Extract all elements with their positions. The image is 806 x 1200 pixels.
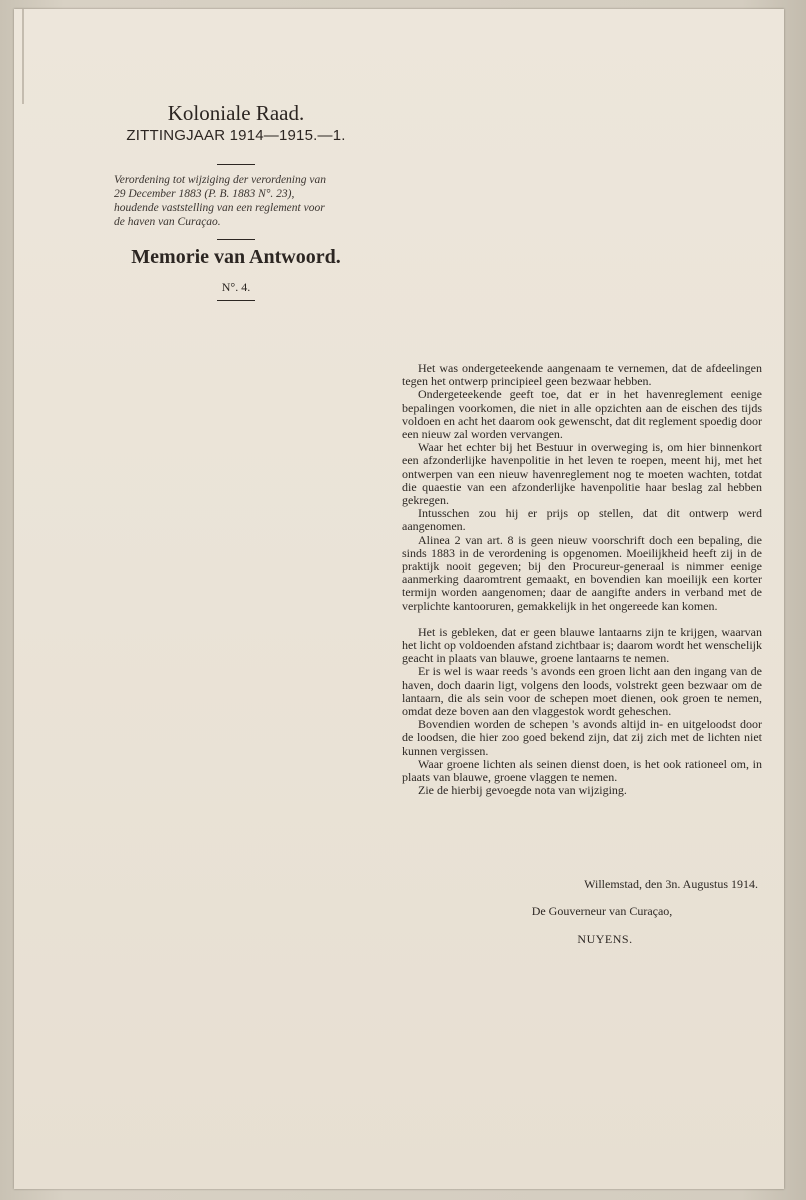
paragraph: Het is gebleken, dat er geen blauwe lantaarns zijn te krijgen, waarvan het licht op voldoenden afstand zichtbaar is; daarom wordt het wenschelijk geacht in plaats van blauwe, groene lantaarns te nemen.	[402, 624, 762, 666]
paper-fold-mark	[22, 9, 24, 104]
ordinance-line: de haven van Curaçao.	[114, 216, 221, 228]
place-date-text: Willemstad, den 3n. Augustus 1914.	[584, 877, 758, 891]
paragraph: Intusschen zou hij er prijs op stellen, dat dit ontwerp werd aangenomen.	[402, 506, 762, 534]
divider	[217, 164, 255, 165]
council-title: Koloniale Raad.	[167, 101, 305, 125]
place-and-date	[402, 877, 762, 891]
paragraph: Er is wel is waar reeds 's avonds een groen licht aan den ingang van de haven, doch daarin ligt, volgens den loods, volstrekt geen bezwaar om de lantaarn, die als sein voor de schepen moet dienen, ook groen te nemen, omdat deze boven aan den vlaggestok wordt geheschen.	[402, 664, 762, 719]
signature: NUYENS.	[577, 932, 633, 946]
ordinance-line: houdende vaststelling van een reglement voor	[114, 202, 325, 214]
paragraph: Bovendien worden de schepen 's avonds altijd in- en uitgeloodst door de loodsen, die hier zoo goed bekend zijn, dat zij zich met de lichten niet kunnen vergissen.	[402, 717, 762, 758]
session-year: ZITTINGJAAR 1914—1915.—1.	[126, 127, 346, 144]
divider	[217, 300, 255, 301]
paragraph: Waar groene lichten als seinen dienst doen, is het ook rationeel om, in plaats van blauwe, groene vlaggen te nemen.	[402, 756, 762, 785]
signatory-title: De Gouverneur van Curaçao,	[531, 904, 673, 918]
paragraph: Alinea 2 van art. 8 is geen nieuw voorschrift doch een bepaling, die sinds 1883 in de verordening is opgenomen. Moeilijkheid heeft zij in de praktijk nooit gegeven; bij den Procureur-generaal is nimmer eenige aanmerking daaromtrent gemaakt, en bovendien kan moeilijk een korter termijn worden aangenomen; daar de aangifte anders in verband met de verplichte kantooruren, gemakkelijk in het ongereede kan komen.	[402, 532, 762, 613]
ordinance-line: Verordening tot wijziging der verordening van	[114, 174, 326, 186]
document-number: N°. 4.	[221, 280, 251, 294]
memorandum-body	[402, 362, 762, 798]
ordinance-line: 29 December 1883 (P. B. 1883 N°. 23),	[114, 188, 295, 200]
paragraph: Waar het echter bij het Bestuur in overweging is, om hier binnenkort een afzonderlijke havenpolitie in het leven te roepen, meent hij, met het ontwerpen van een nieuw havenreglement nog te moeten wachten, totdat die quaestie van een afzonderlijke havenpolitie haar beslag zal hebben gekregen.	[402, 440, 762, 508]
paragraph: Ondergeteekende geeft toe, dat er in het havenreglement eenige bepalingen voorkomen, die niet in alle opzichten aan de eischen des tijds voldoen en acht het daarom ook gewenscht, dat dit reglement spoedig door een nieuw zal worden vervangen.	[402, 387, 762, 442]
paragraph: Zie de hierbij gevoegde nota van wijziging.	[418, 783, 627, 798]
ordinance-description	[100, 173, 372, 229]
title-block	[100, 100, 372, 301]
divider	[217, 239, 255, 240]
document-title: Memorie van Antwoord.	[131, 246, 341, 268]
paragraph: Het was ondergeteekende aangenaam te vernemen, dat de afdeelingen tegen het ontwerp principieel geen bezwaar hebben.	[402, 361, 762, 389]
